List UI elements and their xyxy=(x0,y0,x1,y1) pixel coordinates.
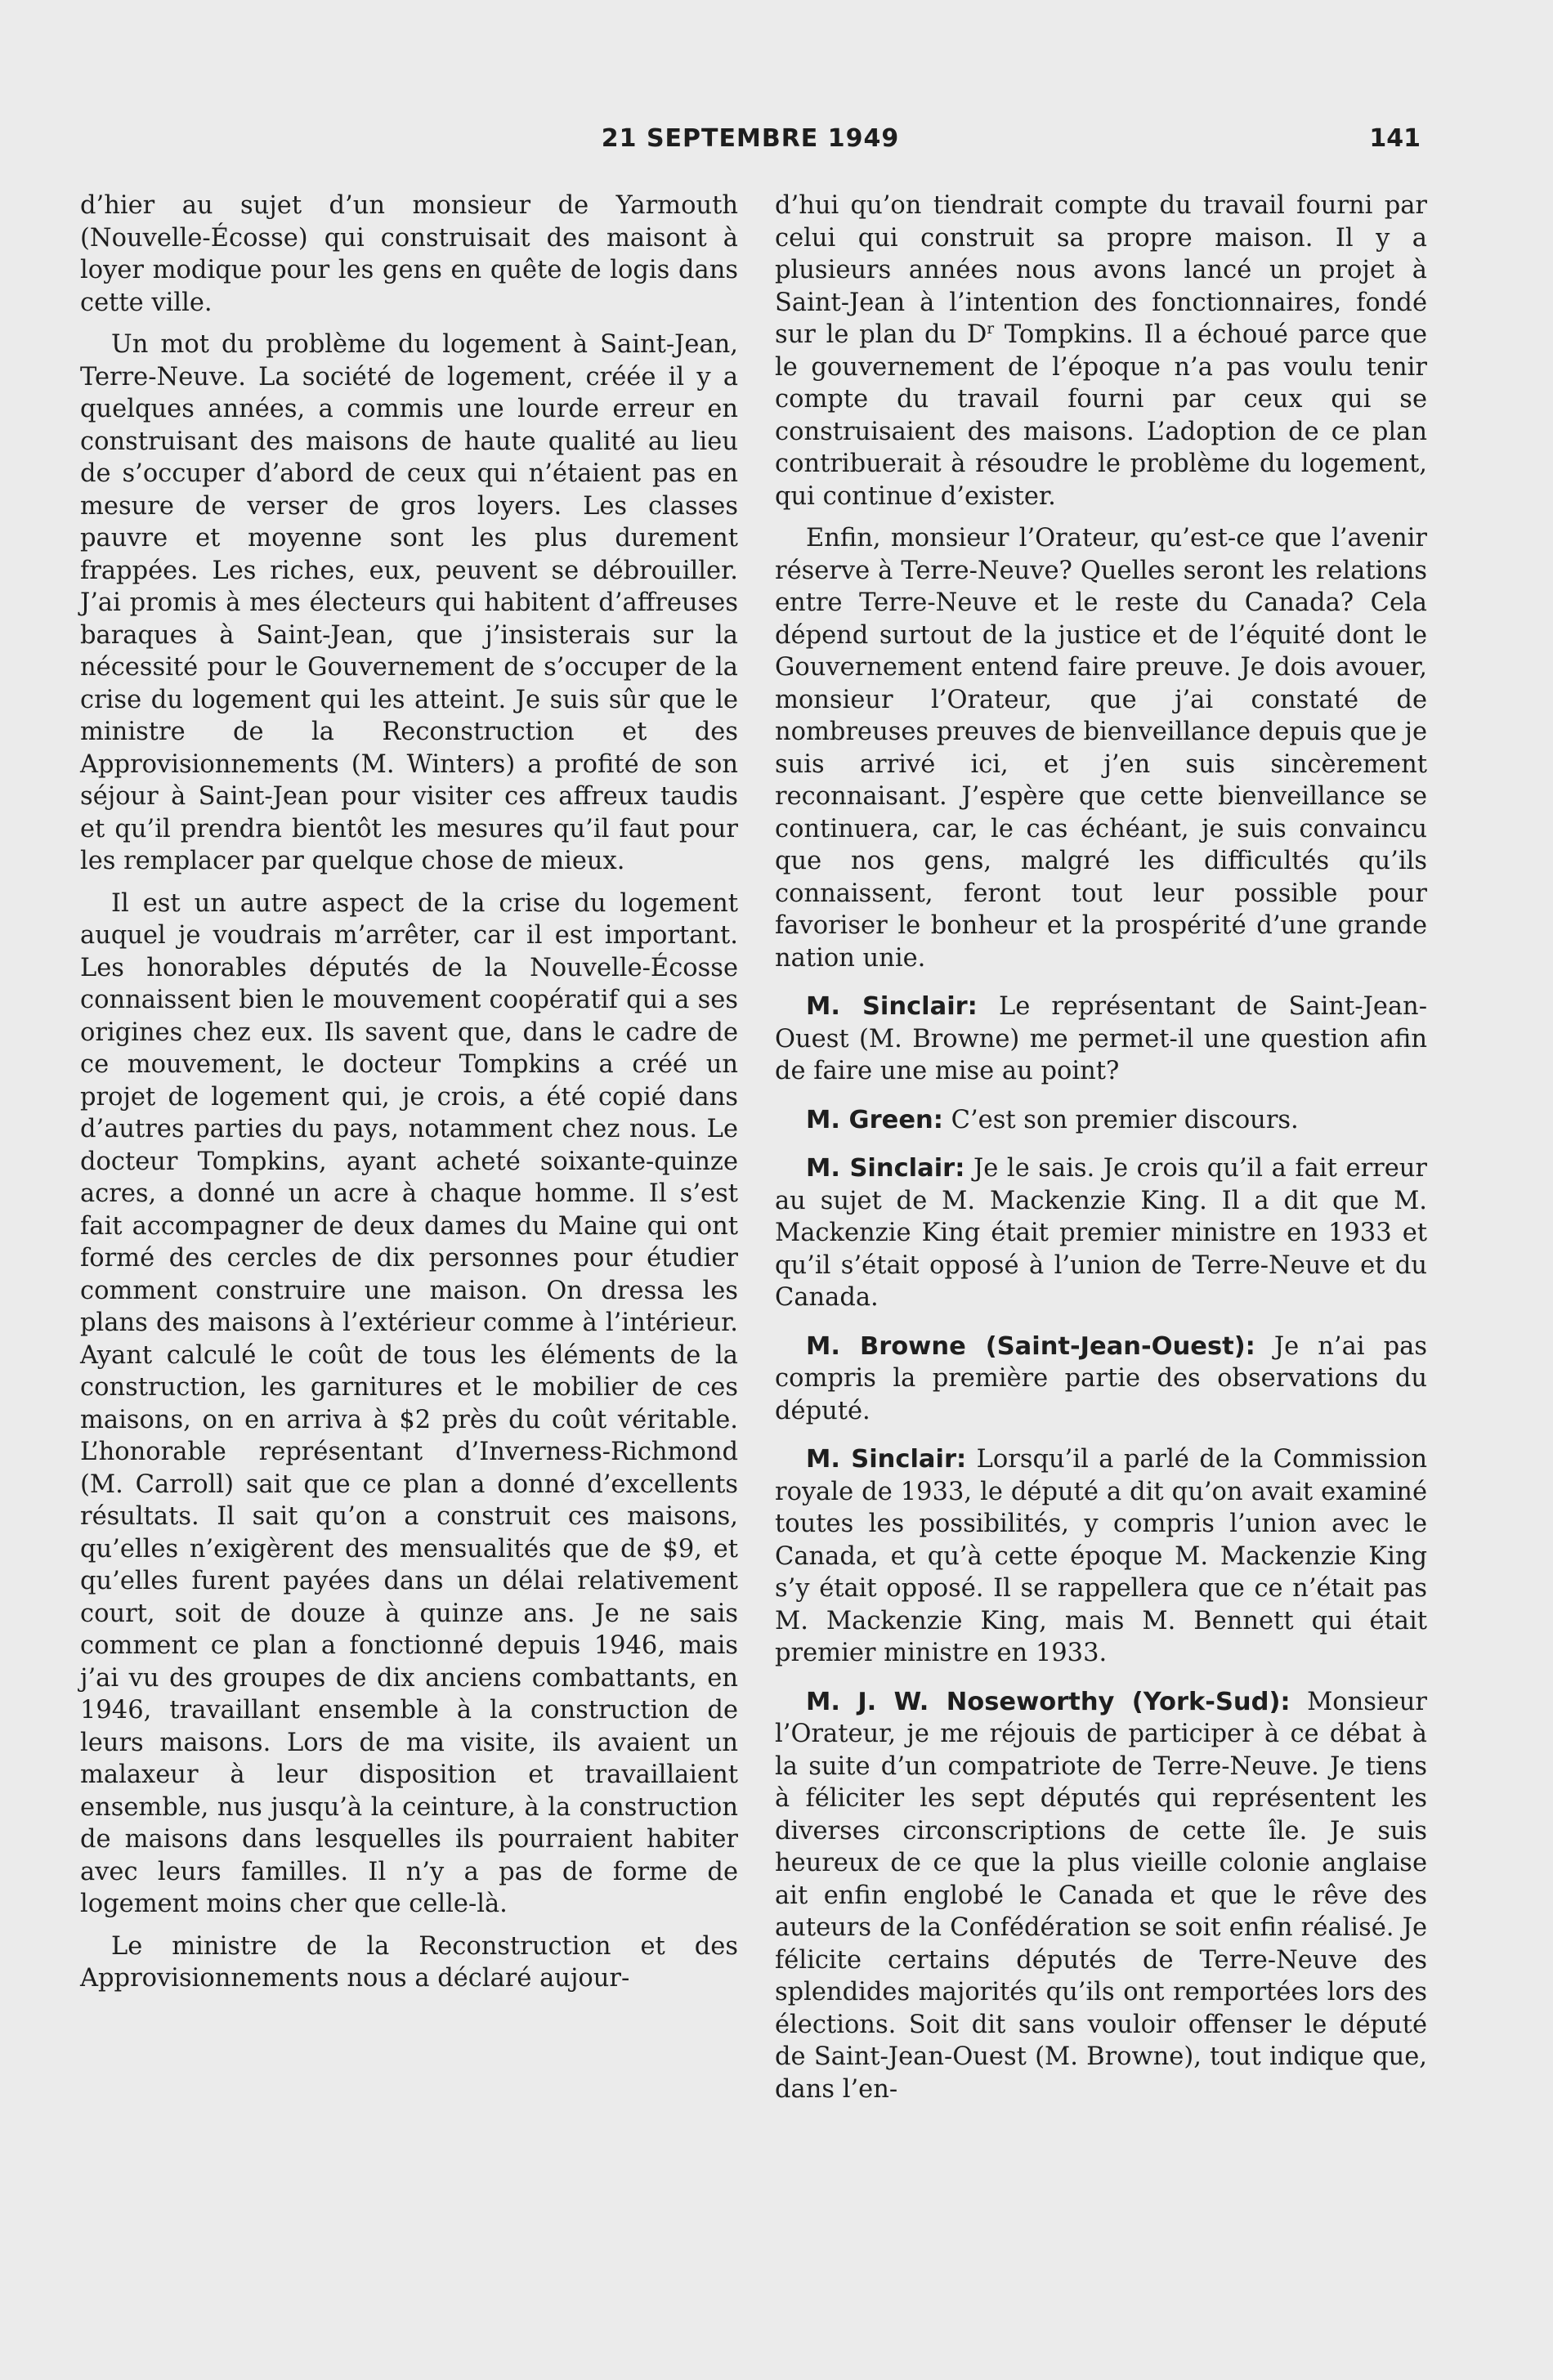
left-column xyxy=(80,190,738,2005)
speech-text: Je n’ai pas compris la première partie des observations du député. xyxy=(775,1331,1427,1425)
speech-text: C’est son premier discours. xyxy=(942,1105,1299,1134)
speaker-name: M. Sinclair: xyxy=(806,1445,967,1474)
speech-text: Je le sais. Je crois qu’il a fait erreur au sujet de M. Mackenzie King. Il a dit que M. Mackenzie King était premier ministre en 1933 et qu’il s’était opposé à l’union de Terre-Neuve et du Canada. xyxy=(775,1154,1427,1312)
speaker-name: M. Sinclair: xyxy=(806,992,978,1021)
paragraph: Il est un autre aspect de la crise du logement auquel je voudrais m’arrêter, car il est important. Les honorables députés de la Nouvelle-Écosse connaissent bien le mouvement coopératif qui a ses origines chez eux. Ils savent que, dans le cadre de ce mouvement, le docteur Tompkins a créé un projet de logement qui, je crois, a été copié dans d’autres parties du pays, notamment chez nous. Le docteur Tompkins, ayant acheté soixante-quinze acres, a donné un acre à chaque homme. Il s’est fait accompagner de deux dames du Maine qui ont formé des cercles de dix personnes pour étudier comment construire une maison. On dressa les plans des maisons à l’extérieur comme à l’intérieur. Ayant calculé le coût de tous les éléments de la construction, les garnitures et le mobilier de ces maisons, on en arriva à $2 près du coût véritable. L’honorable représentant d’Inverness-Richmond (M. Carroll) sait que ce plan a donné d’excellents résultats. Il sait qu’on a construit ces maisons, qu’elles n’exigèrent des mensualités que de $9, et qu’elles furent payées dans un délai relativement court, soit de douze à quinze ans. Je ne sais comment ce plan a fonctionné depuis 1946, mais j’ai vu des groupes de dix anciens combattants, en 1946, travaillant ensemble à la construction de leurs maisons. Lors de ma visite, ils avaient un malaxeur à leur disposition et travaillaient ensemble, nus jusqu’à la ceinture, à la construction de maisons dans lesquelles ils pourraient habiter avec leurs familles. Il n’y a pas de forme de logement moins cher que celle-là. xyxy=(80,888,738,1918)
speaker-name: M. Browne (Saint-Jean-Ouest): xyxy=(806,1331,1255,1361)
page-header xyxy=(80,124,1421,165)
speech-paragraph xyxy=(775,1686,1427,2106)
speech-paragraph xyxy=(775,1152,1427,1314)
paragraph xyxy=(775,190,1427,512)
paragraph: d’hier au sujet d’un monsieur de Yarmouth (Nouvelle-Écosse) qui construisait des maisont à loyer modique pour les gens en quête de logis dans cette ville. xyxy=(80,191,738,317)
speaker-name: M. Green: xyxy=(806,1105,943,1134)
speech-paragraph xyxy=(775,991,1427,1088)
speech-text: Le représentant de Saint-Jean-Ouest (M. Browne) me permet-il une question afin de faire une mise au point? xyxy=(775,992,1428,1085)
paragraph: Le ministre de la Reconstruction et des Approvisionnements nous a déclaré aujour- xyxy=(80,1931,738,1993)
text-fragment: d’hui qu’on tiendrait compte du travail fourni par celui qui construit sa propre maison. Il y a plusieurs années nous avons lancé un projet à Saint-Jean à l’intention des fonctionnaires, fondé sur le plan du D xyxy=(775,191,1427,349)
speech-paragraph xyxy=(775,1443,1427,1670)
paragraph: Enfin, monsieur l’Orateur, qu’est-ce que l’avenir réserve à Terre-Neuve? Quelles seront les relations entre Terre-Neuve et le reste du Canada? Cela dépend surtout de la justice et de l’équité dont le Gouvernement entend faire preuve. Je dois avouer, monsieur l’Orateur, que j’ai constaté de nombreuses preuves de bienveillance depuis que je suis arrivé ici, et j’en suis sincèrement reconnaisant. J’espère que cette bienveillance se continuera, car, le cas échéant, je suis convaincu que nos gens, malgré les difficultés qu’ils connaissent, feront tout leur possible pour favoriser le bonheur et la prospérité d’une grande nation unie. xyxy=(775,524,1427,973)
paragraph: Un mot du problème du logement à Saint-Jean, Terre-Neuve. La société de logement, créée il y a quelques années, a commis une lourde erreur en construisant des maisons de haute qualité au lieu de s’occuper d’abord de ceux qui n’étaient pas en mesure de verser de gros loyers. Les classes pauvre et moyenne sont les plus durement frappées. Les riches, eux, peuvent se débrouiller. J’ai promis à mes électeurs qui habitent d’affreuses baraques à Saint-Jean, que j’insisterais sur la nécessité pour le Gouvernement de s’occuper de la crise du logement qui les atteint. Je suis sûr que le ministre de la Reconstruction et des Approvisionnements (M. Winters) a profité de son séjour à Saint-Jean pour visiter ces affreux taudis et qu’il prendra bientôt les mesures qu’il faut pour les remplacer par quelque chose de mieux. xyxy=(80,330,738,875)
speaker-name: M. J. W. Noseworthy (York-Sud): xyxy=(806,1687,1291,1716)
header-date: 21 SEPTEMBRE 1949 xyxy=(601,124,900,153)
superscript: r xyxy=(987,320,995,338)
text-fragment: Tompkins. Il a échoué parce que le gouvernement de l’époque n’a pas voulu tenir compte du travail fourni par ceux qui se construisaient des maisons. L’adoption de ce plan contribuerait à résoudre le problème du logement, qui continue d’exister. xyxy=(775,320,1427,511)
right-column xyxy=(775,190,1427,2115)
speech-paragraph xyxy=(775,1331,1427,1428)
page-number: 141 xyxy=(1369,124,1421,153)
speech-text: Lorsqu’il a parlé de la Commission royale de 1933, le député a dit qu’on avait examiné toutes les possibilités, y compris l’union avec le Canada, et qu’à cette époque M. Mackenzie King s’y était opposé. Il se rappellera que ce n’était pas M. Mackenzie King, mais M. Bennett qui était premier ministre en 1933. xyxy=(775,1445,1428,1667)
speech-paragraph xyxy=(775,1104,1427,1137)
speech-text: Monsieur l’Orateur, je me réjouis de participer à ce débat à la suite d’un compatriote de Terre-Neuve. Je tiens à féliciter les sept députés qui représentent les diverses circonscriptions de cette île. Je suis heureux de ce que la plus vieille colonie anglaise ait enfin englobé le Canada et que le rêve des auteurs de la Confédération se soit enfin réalisé. Je félicite certains députés de Terre-Neuve des splendides majorités qu’ils ont remportées lors des élections. Soit dit sans vouloir offenser le député de Saint-Jean-Ouest (M. Browne), tout indique que, dans l’en- xyxy=(775,1687,1427,2104)
speaker-name: M. Sinclair: xyxy=(806,1154,965,1183)
